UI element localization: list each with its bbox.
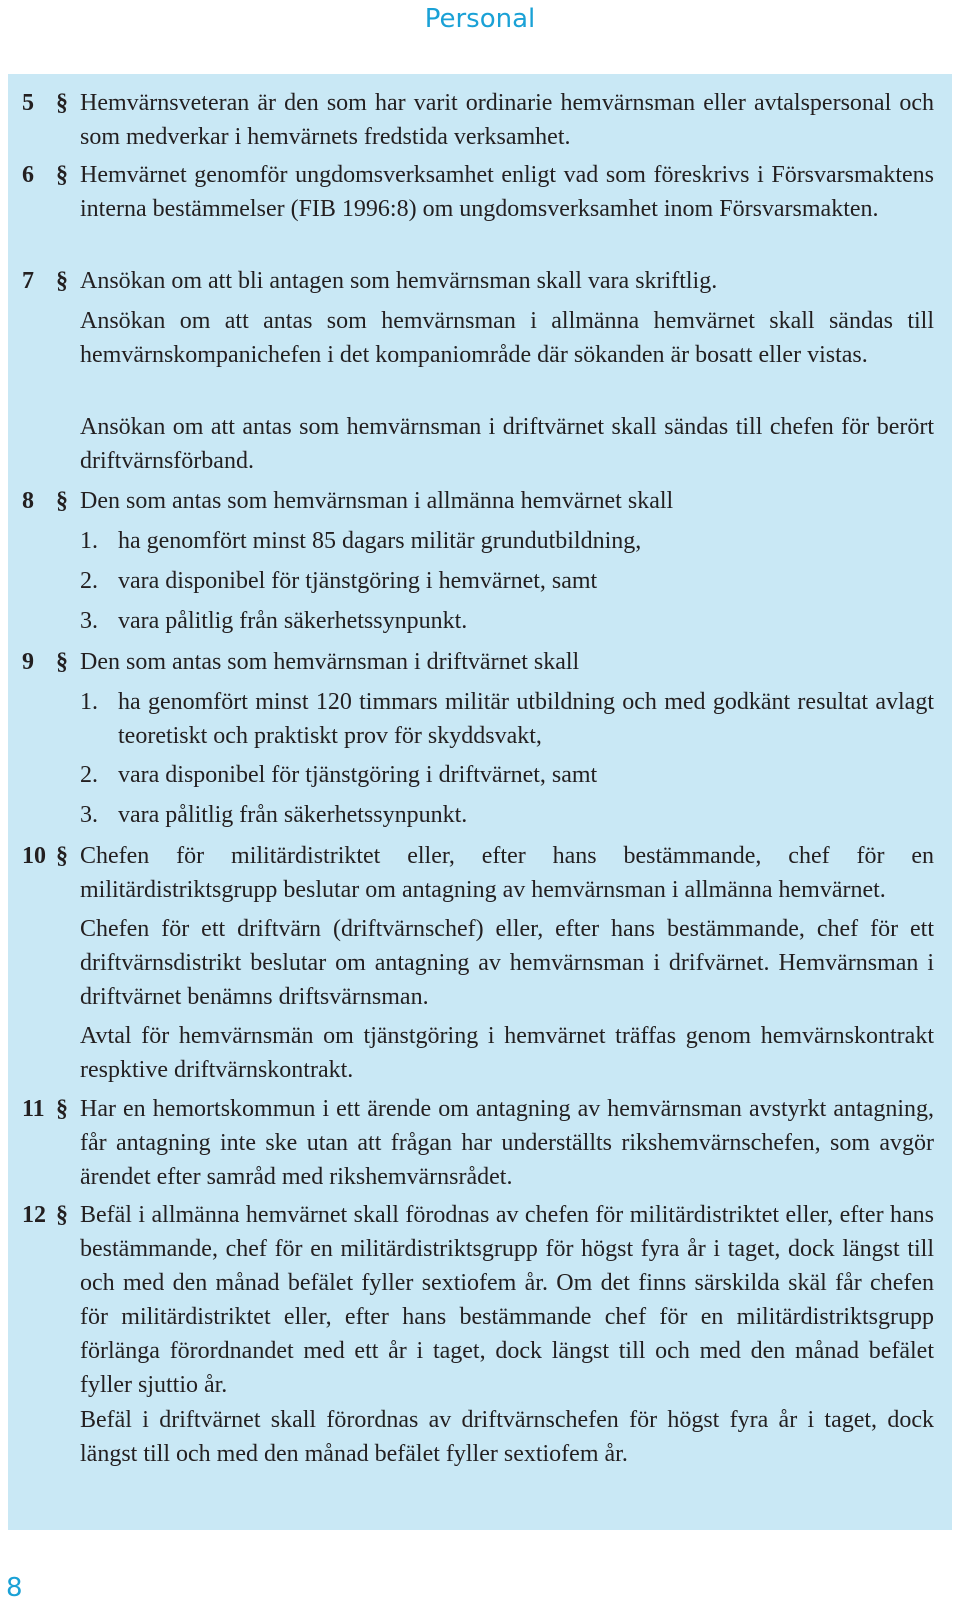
paragraph: Den som antas som hemvärnsman i allmänna hemvärnet skall — [80, 488, 674, 514]
paragraph: Befäl i allmänna hemvärnet skall förodnas av chefen för militärdistriktet eller, efter hans bestämmande, chef för en militärdistriktsgrupp för högst fyra år i taget, dock längst till och med den månad befälet fyller sextiofem år. Om det finns särskilda skäl får chefen för militärdistriktet eller, efter hans bestämmande chef för en militärdistriktsgrupp förlänga förordnandet med ett år i taget, dock längst till och med den månad befälet fyller sjuttio år. — [80, 1202, 934, 1398]
list-item-number: 3. — [80, 802, 98, 828]
page-header: Personal — [424, 4, 536, 34]
section-number: 5 — [22, 90, 34, 116]
section-symbol: § — [56, 488, 68, 514]
section-number: 11 — [22, 1096, 45, 1122]
list-item-number: 2. — [80, 762, 98, 788]
paragraph: Har en hemortskommun i ett ärende om antagning av hemvärnsman avstyrkt antagning, får antagning inte ske utan att frågan har underställts rikshemvärnschefen, som avgör ärendet efter samråd med rikshemvärnsrådet. — [80, 1096, 934, 1190]
section-symbol: § — [56, 90, 68, 116]
text-panel — [8, 74, 952, 1530]
section-symbol: § — [56, 1096, 68, 1122]
paragraph: Befäl i driftvärnet skall förordnas av driftvärnschefen för högst fyra år i taget, dock längst till och med den månad befälet fyller sextiofem år. — [80, 1407, 934, 1467]
paragraph: Chefen för militärdistriktet eller, efter hans bestämmande, chef för en militärdistriktsgrupp beslutar om antagning av hemvärnsman i allmänna hemvärnet. — [80, 843, 934, 903]
paragraph: Chefen för ett driftvärn (driftvärnschef) eller, efter hans bestämmande, chef för ett driftvärnsdistrikt beslutar om antagning av hemvärnsman i drifvärnet. Hemvärnsman i driftvärnet benämns driftsvärnsman. — [80, 916, 934, 1010]
list-item-number: 1. — [80, 528, 98, 554]
section-symbol: § — [56, 162, 68, 188]
section-number: 8 — [22, 488, 34, 514]
section-number: 10 — [22, 843, 46, 869]
list-item: vara disponibel för tjänstgöring i driftvärnet, samt — [118, 762, 598, 788]
list-item: ha genomfört minst 85 dagars militär grundutbildning, — [118, 528, 642, 554]
section-number: 9 — [22, 649, 34, 675]
list-item: vara pålitlig från säkerhetssynpunkt. — [118, 608, 468, 634]
section-number: 12 — [22, 1202, 46, 1228]
section-number: 6 — [22, 162, 34, 188]
paragraph: Ansökan om att antas som hemvärnsman i driftvärnet skall sändas till chefen för berört driftvärnsförband. — [80, 414, 934, 474]
list-item: vara disponibel för tjänstgöring i hemvärnet, samt — [118, 568, 598, 594]
section-symbol: § — [56, 268, 68, 294]
list-item-number: 1. — [80, 689, 98, 715]
paragraph: Ansökan om att bli antagen som hemvärnsman skall vara skriftlig. — [80, 268, 718, 294]
list-item-number: 2. — [80, 568, 98, 594]
section-symbol: § — [56, 649, 68, 675]
list-item-number: 3. — [80, 608, 98, 634]
section-symbol: § — [56, 1202, 68, 1228]
paragraph: Ansökan om att antas som hemvärnsman i allmänna hemvärnet skall sändas till hemvärnskompanichefen i det kompaniområde där sökanden är bosatt eller vistas. — [80, 308, 934, 368]
list-item: vara pålitlig från säkerhetssynpunkt. — [118, 802, 468, 828]
list-item: ha genomfört minst 120 timmars militär utbildning och med godkänt resultat avlagt teoretiskt och praktiskt prov för skyddsvakt, — [118, 689, 934, 749]
paragraph: Hemvärnet genomför ungdomsverksamhet enligt vad som föreskrivs i Försvarsmaktens interna bestämmelser (FIB 1996:8) om ungdomsverksamhet inom Försvarsmakten. — [80, 162, 934, 222]
section-number: 7 — [22, 268, 34, 294]
paragraph: Den som antas som hemvärnsman i driftvärnet skall — [80, 649, 580, 675]
section-symbol: § — [56, 843, 68, 869]
paragraph: Avtal för hemvärnsmän om tjänstgöring i hemvärnet träffas genom hemvärnskontrakt respktive driftvärnskontrakt. — [80, 1023, 934, 1083]
paragraph: Hemvärnsveteran är den som har varit ordinarie hemvärnsman eller avtalspersonal och som medverkar i hemvärnets fredstida verksamhet. — [80, 90, 934, 150]
page-number: 8 — [6, 1573, 23, 1603]
